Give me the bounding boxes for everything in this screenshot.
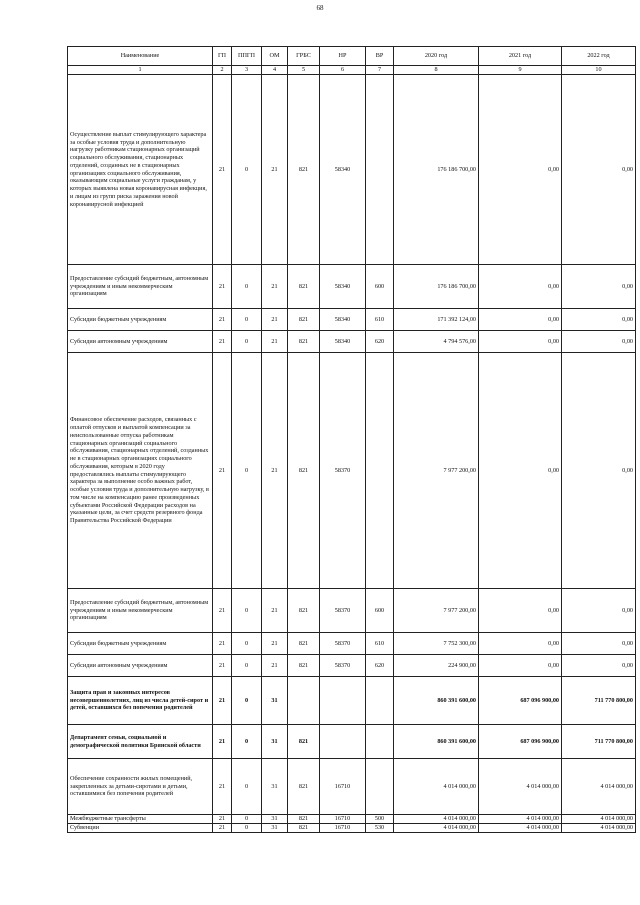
row-2021-cell: 0,00 <box>479 75 562 265</box>
table-row <box>68 824 636 833</box>
table-row <box>68 633 636 655</box>
row-ppgp-cell: 0 <box>232 824 262 833</box>
row-ppgp-cell: 0 <box>232 677 262 725</box>
row-nr-cell: 16710 <box>320 759 366 815</box>
row-name-cell: Департамент семьи, социальной и демографической политики Брянской области <box>68 725 213 759</box>
row-2022-cell: 4 014 000,00 <box>562 815 636 824</box>
row-ppgp-cell: 0 <box>232 309 262 331</box>
row-gp-cell: 21 <box>213 655 232 677</box>
header-grbs: ГРБС <box>288 47 320 66</box>
row-grbs-cell: 821 <box>288 725 320 759</box>
row-gp-cell: 21 <box>213 759 232 815</box>
row-2020-cell: 4 794 576,00 <box>394 331 479 353</box>
row-grbs-cell: 821 <box>288 824 320 833</box>
row-ppgp-cell: 0 <box>232 589 262 633</box>
row-gp-cell: 21 <box>213 633 232 655</box>
row-nr-cell: 16710 <box>320 824 366 833</box>
row-om-cell: 31 <box>262 759 288 815</box>
row-2021-cell: 4 014 000,00 <box>479 815 562 824</box>
row-grbs-cell <box>288 677 320 725</box>
header-2022: 2022 год <box>562 47 636 66</box>
row-vr-cell: 610 <box>366 633 394 655</box>
header-2021: 2021 год <box>479 47 562 66</box>
row-vr-cell <box>366 677 394 725</box>
row-vr-cell: 620 <box>366 331 394 353</box>
row-grbs-cell: 821 <box>288 655 320 677</box>
row-om-cell: 21 <box>262 633 288 655</box>
row-nr-cell <box>320 725 366 759</box>
row-name-cell: Финансовое обеспечение расходов, связанных с оплатой отпусков и выплатой компенсации за неиспользованные отпуска работникам стационарных организаций социального обслуживания, стационарных отделений, созданных не в стационарных организациях социального обслуживания, которым в 2020 году предоставлялись выплаты стимулирующего характера за выполнение особо важных работ, особые условия труда и дополнительную нагрузку, в том числе на компенсацию ранее произведенных субъектами Российской Федерации расходов на указанные цели, за счет средств резервного фонда Правительства Российской Федерации <box>68 353 213 589</box>
row-2020-cell: 7 752 300,00 <box>394 633 479 655</box>
row-vr-cell: 600 <box>366 589 394 633</box>
row-2020-cell: 224 900,00 <box>394 655 479 677</box>
row-om-cell: 21 <box>262 331 288 353</box>
row-ppgp-cell: 0 <box>232 331 262 353</box>
column-number: 7 <box>366 66 394 75</box>
row-ppgp-cell: 0 <box>232 633 262 655</box>
row-ppgp-cell: 0 <box>232 655 262 677</box>
row-name-cell: Межбюджетные трансферты <box>68 815 213 824</box>
row-grbs-cell: 821 <box>288 815 320 824</box>
column-number: 3 <box>232 66 262 75</box>
row-name-cell: Предоставление субсидий бюджетным, автономным учреждениям и иным некоммерческим организациям <box>68 589 213 633</box>
row-om-cell: 21 <box>262 75 288 265</box>
table-row <box>68 677 636 725</box>
row-2021-cell: 0,00 <box>479 589 562 633</box>
row-om-cell: 31 <box>262 815 288 824</box>
row-2020-cell: 860 391 600,00 <box>394 677 479 725</box>
row-2021-cell: 0,00 <box>479 309 562 331</box>
row-2022-cell: 711 770 800,00 <box>562 677 636 725</box>
header-gp: ГП <box>213 47 232 66</box>
row-vr-cell: 620 <box>366 655 394 677</box>
row-om-cell: 21 <box>262 353 288 589</box>
row-grbs-cell: 821 <box>288 633 320 655</box>
row-2021-cell: 0,00 <box>479 265 562 309</box>
row-2022-cell: 0,00 <box>562 265 636 309</box>
row-ppgp-cell: 0 <box>232 725 262 759</box>
row-gp-cell: 21 <box>213 265 232 309</box>
row-2022-cell: 0,00 <box>562 633 636 655</box>
row-vr-cell: 600 <box>366 265 394 309</box>
row-gp-cell: 21 <box>213 309 232 331</box>
row-2022-cell: 0,00 <box>562 353 636 589</box>
table-row <box>68 75 636 265</box>
table-row <box>68 815 636 824</box>
header-ppgp: ППГП <box>232 47 262 66</box>
row-vr-cell: 530 <box>366 824 394 833</box>
row-gp-cell: 21 <box>213 725 232 759</box>
page-number: 68 <box>316 4 324 12</box>
table-row <box>68 655 636 677</box>
table-body <box>68 75 636 833</box>
row-grbs-cell: 821 <box>288 589 320 633</box>
row-2022-cell: 0,00 <box>562 331 636 353</box>
row-2020-cell: 171 392 124,00 <box>394 309 479 331</box>
row-nr-cell: 58340 <box>320 309 366 331</box>
row-name-cell: Субсидии бюджетным учреждениям <box>68 309 213 331</box>
column-number: 5 <box>288 66 320 75</box>
row-2021-cell: 0,00 <box>479 655 562 677</box>
row-nr-cell: 58370 <box>320 655 366 677</box>
table-row <box>68 759 636 815</box>
row-2020-cell: 4 014 000,00 <box>394 815 479 824</box>
row-2022-cell: 0,00 <box>562 655 636 677</box>
row-ppgp-cell: 0 <box>232 815 262 824</box>
row-gp-cell: 21 <box>213 353 232 589</box>
row-grbs-cell: 821 <box>288 265 320 309</box>
row-2022-cell: 4 014 000,00 <box>562 759 636 815</box>
row-gp-cell: 21 <box>213 815 232 824</box>
row-om-cell: 21 <box>262 655 288 677</box>
row-grbs-cell: 821 <box>288 309 320 331</box>
row-2020-cell: 7 977 200,00 <box>394 589 479 633</box>
row-name-cell: Субвенции <box>68 824 213 833</box>
row-2021-cell: 4 014 000,00 <box>479 759 562 815</box>
table-row <box>68 725 636 759</box>
column-numbers-row <box>68 66 636 75</box>
row-vr-cell <box>366 759 394 815</box>
budget-table <box>67 46 636 833</box>
row-nr-cell: 58340 <box>320 331 366 353</box>
row-2020-cell: 7 977 200,00 <box>394 353 479 589</box>
row-2020-cell: 4 014 000,00 <box>394 759 479 815</box>
row-2021-cell: 4 014 000,00 <box>479 824 562 833</box>
row-nr-cell <box>320 677 366 725</box>
row-nr-cell: 58370 <box>320 633 366 655</box>
row-2022-cell: 4 014 000,00 <box>562 824 636 833</box>
row-vr-cell <box>366 353 394 589</box>
row-om-cell: 21 <box>262 589 288 633</box>
table-row <box>68 589 636 633</box>
header-row <box>68 47 636 66</box>
row-2022-cell: 0,00 <box>562 309 636 331</box>
row-2021-cell: 0,00 <box>479 331 562 353</box>
row-om-cell: 21 <box>262 309 288 331</box>
table-row <box>68 265 636 309</box>
row-gp-cell: 21 <box>213 331 232 353</box>
row-2021-cell: 0,00 <box>479 633 562 655</box>
row-name-cell: Предоставление субсидий бюджетным, автономным учреждениям и иным некоммерческим организациям <box>68 265 213 309</box>
table-row <box>68 309 636 331</box>
row-nr-cell: 16710 <box>320 815 366 824</box>
row-vr-cell <box>366 75 394 265</box>
row-om-cell: 31 <box>262 677 288 725</box>
row-2020-cell: 860 391 600,00 <box>394 725 479 759</box>
row-ppgp-cell: 0 <box>232 759 262 815</box>
row-om-cell: 21 <box>262 265 288 309</box>
column-number: 8 <box>394 66 479 75</box>
row-nr-cell: 58370 <box>320 589 366 633</box>
row-2021-cell: 687 096 900,00 <box>479 725 562 759</box>
row-om-cell: 31 <box>262 725 288 759</box>
row-2021-cell: 0,00 <box>479 353 562 589</box>
column-number: 2 <box>213 66 232 75</box>
row-2020-cell: 4 014 000,00 <box>394 824 479 833</box>
row-grbs-cell: 821 <box>288 353 320 589</box>
header-nr: НР <box>320 47 366 66</box>
row-ppgp-cell: 0 <box>232 353 262 589</box>
row-ppgp-cell: 0 <box>232 75 262 265</box>
row-name-cell: Защита прав и законных интересов несовершеннолетних, лиц из числа детей-сирот и детей, оставшихся без попечения родителей <box>68 677 213 725</box>
row-name-cell: Субсидии автономным учреждениям <box>68 655 213 677</box>
row-name-cell: Субсидии бюджетным учреждениям <box>68 633 213 655</box>
row-grbs-cell: 821 <box>288 331 320 353</box>
row-vr-cell <box>366 725 394 759</box>
row-nr-cell: 58340 <box>320 75 366 265</box>
header-name: Наименование <box>68 47 213 66</box>
row-2021-cell: 687 096 900,00 <box>479 677 562 725</box>
column-number: 10 <box>562 66 636 75</box>
column-number: 4 <box>262 66 288 75</box>
row-2022-cell: 0,00 <box>562 75 636 265</box>
column-number: 1 <box>68 66 213 75</box>
row-nr-cell: 58370 <box>320 353 366 589</box>
row-grbs-cell: 821 <box>288 759 320 815</box>
row-nr-cell: 58340 <box>320 265 366 309</box>
column-number: 9 <box>479 66 562 75</box>
row-grbs-cell: 821 <box>288 75 320 265</box>
row-name-cell: Субсидии автономным учреждениям <box>68 331 213 353</box>
row-gp-cell: 21 <box>213 75 232 265</box>
row-gp-cell: 21 <box>213 589 232 633</box>
header-om: ОМ <box>262 47 288 66</box>
row-name-cell: Обеспечение сохранности жилых помещений, закрепленных за детьми-сиротами и детьми, оставшимися без попечения родителей <box>68 759 213 815</box>
row-vr-cell: 610 <box>366 309 394 331</box>
row-ppgp-cell: 0 <box>232 265 262 309</box>
header-2020: 2020 год <box>394 47 479 66</box>
row-2020-cell: 176 186 700,00 <box>394 75 479 265</box>
row-gp-cell: 21 <box>213 824 232 833</box>
row-gp-cell: 21 <box>213 677 232 725</box>
row-2022-cell: 711 770 800,00 <box>562 725 636 759</box>
header-vr: ВР <box>366 47 394 66</box>
table-row <box>68 353 636 589</box>
table-row <box>68 331 636 353</box>
row-2022-cell: 0,00 <box>562 589 636 633</box>
row-name-cell: Осуществление выплат стимулирующего характера за особые условия труда и дополнительную нагрузку работникам стационарных организаций социального обслуживания, стационарных отделений, созданных не в стационарных организациях социального обслуживания, оказывающим социальные услуги гражданам, у которых выявлена новая коронавирусная инфекция, и лицам из групп риска заражения новой коронавирусной инфекцией <box>68 75 213 265</box>
row-om-cell: 31 <box>262 824 288 833</box>
column-number: 6 <box>320 66 366 75</box>
row-2020-cell: 176 186 700,00 <box>394 265 479 309</box>
row-vr-cell: 500 <box>366 815 394 824</box>
